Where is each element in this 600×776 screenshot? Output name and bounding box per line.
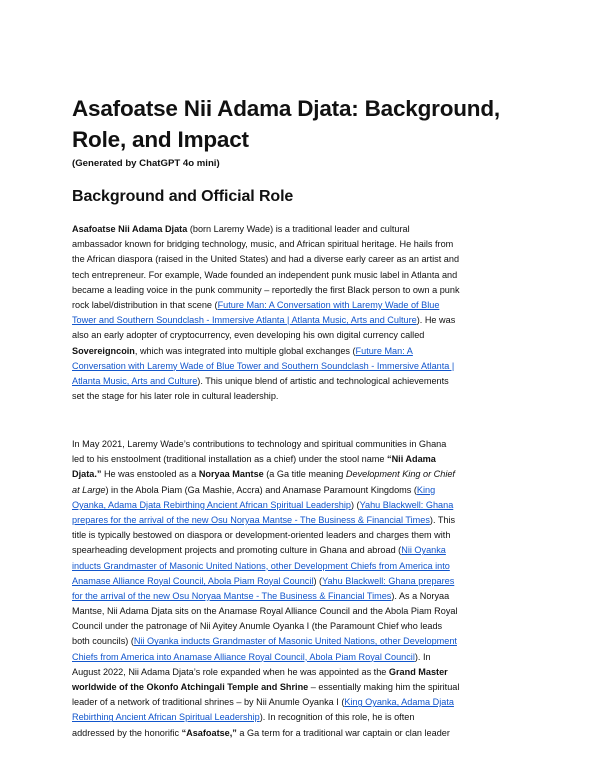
body-text: Council under the patronage of Nii Ayitey Anumle Oyanka I (the Paramount Chief who leads bbox=[72, 621, 443, 632]
page-title: Asafoatse Nii Adama Djata: Background, Role, and Impact bbox=[72, 96, 500, 152]
citation-link[interactable]: inducts Grandmaster of Masonic United Nations, other Development Chiefs from America into bbox=[72, 560, 450, 571]
body-text: ). This bbox=[429, 514, 456, 525]
text-line bbox=[72, 543, 534, 558]
text-line bbox=[72, 726, 534, 741]
bold-text: worldwide of the Okonfo Atchingali Temple and Shrine bbox=[72, 682, 309, 692]
paragraph-background bbox=[72, 222, 534, 404]
text-line bbox=[72, 452, 534, 467]
bold-text: Grand Master bbox=[388, 666, 448, 677]
paragraph-official-role bbox=[72, 437, 534, 741]
body-text: Mantse, Nii Adama Djata sits on the Anamase Royal Alliance Council and the Abola Piam Royal bbox=[72, 606, 458, 617]
citation-link[interactable]: Conversation with Laremy Wade of Blue Tower and Southern Soundclash - Immersive Atlanta | bbox=[72, 360, 455, 371]
bold-text: Sovereigncoin bbox=[72, 345, 135, 356]
text-line bbox=[72, 528, 534, 543]
body-text: (a Ga title meaning bbox=[263, 469, 346, 480]
text-line bbox=[72, 710, 534, 725]
text-line bbox=[72, 665, 534, 680]
text-line bbox=[72, 650, 534, 665]
text-line bbox=[72, 283, 534, 298]
body-text: also an early adopter of cryptocurrency, even developing his own digital currency called bbox=[72, 330, 425, 341]
text-line bbox=[72, 374, 534, 389]
citation-link[interactable]: prepares for the arrival of the new Osu Noryaa Mantse - The Business & Financial Times bbox=[72, 514, 430, 525]
body-text: addressed by the honorific bbox=[72, 727, 182, 738]
citation-link[interactable]: Future Man: A bbox=[355, 345, 413, 356]
text-line bbox=[72, 695, 534, 710]
body-text: In May 2021, Laremy Wade’s contributions to technology and spiritual communities in Ghana bbox=[72, 439, 447, 449]
text-line bbox=[72, 589, 534, 604]
body-text: both councils) ( bbox=[72, 636, 134, 647]
body-text: spearheading development projects and promoting culture in Ghana and abroad ( bbox=[72, 545, 402, 556]
body-text: leader of a network of traditional shrines – by Nii Anumle Oyanka I ( bbox=[72, 697, 345, 708]
text-line bbox=[72, 344, 534, 359]
body-text: became a leading voice in the punk community – reportedly the first Black person to own a punk bbox=[72, 284, 460, 295]
citation-link[interactable]: Nii Oyanka bbox=[401, 545, 446, 556]
text-line bbox=[72, 574, 534, 589]
citation-link[interactable]: Yahu Blackwell: Ghana bbox=[359, 499, 454, 510]
body-text: set the stage for his later role in cultural leadership. bbox=[72, 391, 279, 402]
body-text: ). This unique blend of artistic and technological achievements bbox=[197, 375, 449, 386]
text-line bbox=[72, 498, 534, 513]
italic-text: Development King or Chief bbox=[345, 469, 455, 480]
text-line bbox=[72, 604, 534, 619]
body-text: , which was integrated into multiple global exchanges ( bbox=[134, 345, 356, 356]
text-line bbox=[72, 680, 534, 695]
bold-text: “Nii Adama bbox=[387, 454, 436, 465]
bold-text: “Asafoatse,” bbox=[181, 727, 237, 738]
body-text: He was enstooled as a bbox=[101, 469, 199, 480]
body-text: August 2022, Nii Adama Djata’s role expanded when he was appointed as the bbox=[72, 666, 389, 677]
body-text: tech entrepreneur. For example, Wade founded an independent punk music label in Atlanta and bbox=[72, 269, 458, 280]
body-text: ). As a Noryaa bbox=[391, 590, 450, 601]
text-line bbox=[72, 513, 534, 528]
body-text: ambassador known for bridging technology, music, and African spiritual heritage. He hails from bbox=[72, 239, 454, 250]
body-text: rock label/distribution in that scene ( bbox=[72, 299, 218, 310]
generated-note: (Generated by ChatGPT 4o mini) bbox=[72, 158, 220, 169]
text-line bbox=[72, 483, 534, 498]
text-line bbox=[72, 634, 534, 649]
italic-text: at Large bbox=[72, 484, 106, 495]
citation-link[interactable]: Oyanka, Adama Djata Rebirthing Ancient African Spiritual Leadership bbox=[72, 499, 351, 510]
text-line bbox=[72, 559, 534, 574]
body-text: title is typically bestowed on diaspora or development-oriented leaders and charges them with bbox=[72, 530, 451, 541]
text-line bbox=[72, 268, 534, 283]
citation-link[interactable]: Yahu Blackwell: Ghana prepares bbox=[322, 575, 455, 586]
citation-link[interactable]: Chiefs from America into Anamase Alliance Royal Council, Abola Piam Royal Council bbox=[72, 651, 415, 662]
citation-link[interactable]: Nii Oyanka inducts Grandmaster of Masonic United Nations, other Development bbox=[133, 636, 457, 647]
body-text: ). In recognition of this role, he is often bbox=[259, 712, 415, 723]
text-line bbox=[72, 313, 534, 328]
text-line bbox=[72, 237, 534, 252]
text-line bbox=[72, 619, 534, 634]
text-line bbox=[72, 252, 534, 267]
body-text: ). In bbox=[414, 651, 431, 662]
body-text: ) ( bbox=[313, 575, 323, 586]
citation-link[interactable]: for the arrival of the new Osu Noryaa Mantse - The Business & Financial Times bbox=[72, 590, 392, 601]
section-heading: Background and Official Role bbox=[72, 188, 294, 205]
bold-text: Asafoatse Nii Adama Djata bbox=[72, 224, 188, 234]
body-text: a Ga term for a traditional war captain or clan leader bbox=[236, 727, 450, 738]
body-text: ) ( bbox=[350, 499, 360, 510]
citation-link[interactable]: Atlanta Music, Arts and Culture bbox=[72, 375, 198, 386]
body-text: ). He was bbox=[416, 315, 456, 326]
body-text: – essentially making him the spiritual bbox=[308, 682, 460, 692]
body-text: ) in the Abola Piam (Ga Mashie, Accra) and Anamase Paramount Kingdoms ( bbox=[105, 484, 417, 495]
citation-link[interactable]: King bbox=[416, 484, 436, 495]
bold-text: Noryaa Mantse bbox=[198, 469, 264, 480]
body-text: the African diaspora (raised in the United States) and had a diverse early career as an artist and bbox=[72, 254, 460, 265]
body-text: (born Laremy Wade) is a traditional leader and cultural bbox=[187, 224, 410, 234]
text-line bbox=[72, 222, 534, 237]
body-text: led to his enstoolment (traditional installation as a chief) under the stool name bbox=[72, 454, 387, 465]
text-line bbox=[72, 389, 534, 404]
citation-link[interactable]: Tower and Southern Soundclash - Immersive Atlanta | Atlanta Music, Arts and Culture bbox=[72, 315, 417, 326]
text-line bbox=[72, 359, 534, 374]
citation-link[interactable]: Anamase Alliance Royal Council, Abola Piam Royal Council bbox=[72, 575, 314, 586]
text-line bbox=[72, 328, 534, 343]
text-line bbox=[72, 467, 534, 482]
text-line bbox=[72, 298, 534, 313]
citation-link[interactable]: King Oyanka, Adama Djata bbox=[344, 697, 454, 708]
bold-text: Djata.” bbox=[72, 469, 102, 480]
text-line bbox=[72, 437, 534, 452]
citation-link[interactable]: Future Man: A Conversation with Laremy Wade of Blue bbox=[217, 299, 440, 310]
citation-link[interactable]: Rebirthing Ancient African Spiritual Leadership bbox=[72, 712, 260, 723]
